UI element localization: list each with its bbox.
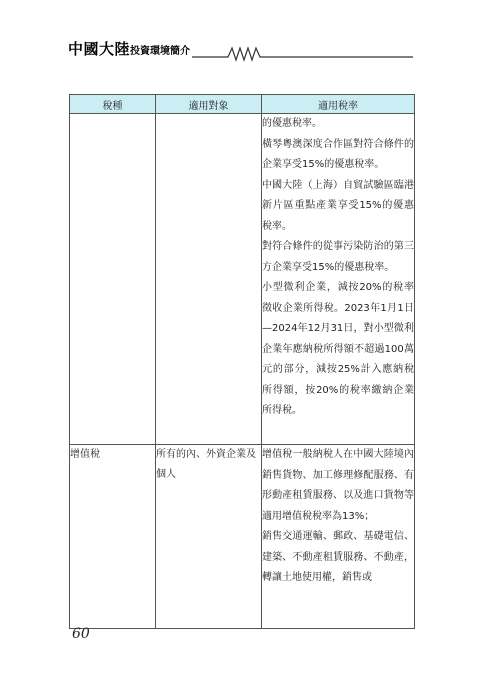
- cell-rate: [262, 114, 415, 445]
- column-header-subject: 適用對象: [156, 95, 262, 114]
- column-header-rate: 適用稅率: [262, 95, 415, 114]
- rate-paragraph: 小型微利企業，減按20%的稅率徵收企業所得稅。2023年1月1日—2024年12月31日，對小型微利企業年應納稅所得額不超過100萬元的部分，減按25%計入應納稅所得額，按20%的稅率繳納企業所得稅。: [262, 282, 414, 416]
- header-title: [68, 38, 190, 59]
- rate-paragraph: 的優惠稅率。: [262, 118, 322, 129]
- column-header-tax-type: 稅種: [70, 95, 156, 114]
- cell-tax-type: [70, 114, 156, 445]
- tax-table: [69, 94, 415, 629]
- header-title-sub: 投資環境簡介: [130, 46, 191, 57]
- header-title-main: 中國大陸: [68, 40, 131, 58]
- table-header-row: [70, 95, 415, 114]
- running-header: [68, 38, 413, 62]
- table-row: [70, 445, 415, 629]
- page-number: 60: [72, 626, 90, 642]
- rate-paragraph: 增值稅一般納稅人在中國大陸境內銷售貨物、加工修理修配服務、有形動產租賃服務、以及進口貨物等適用增值稅稅率為13%；: [262, 449, 414, 522]
- cell-subject: 所有的內、外資企業及個人: [156, 445, 262, 629]
- cell-rate: [262, 445, 415, 629]
- header-heartbeat-line: [192, 46, 413, 62]
- rate-paragraph: 橫琴粵澳深度合作區對符合條件的企業享受15%的優惠稅率。: [262, 138, 414, 170]
- cell-subject: [156, 114, 262, 445]
- rate-paragraph: 中國大陸（上海）自貿試驗區臨港新片區重點產業享受15%的優惠稅率。: [262, 179, 414, 232]
- rate-paragraph: 銷售交通運輸、郵政、基礎電信、建築、不動產租賃服務、不動產，轉讓土地使用權，銷售或: [262, 531, 414, 583]
- cell-tax-type: 增值稅: [70, 445, 156, 629]
- rate-paragraph: 對符合條件的從事污染防治的第三方企業享受15%的優惠稅率。: [262, 241, 414, 273]
- table-row: [70, 114, 415, 445]
